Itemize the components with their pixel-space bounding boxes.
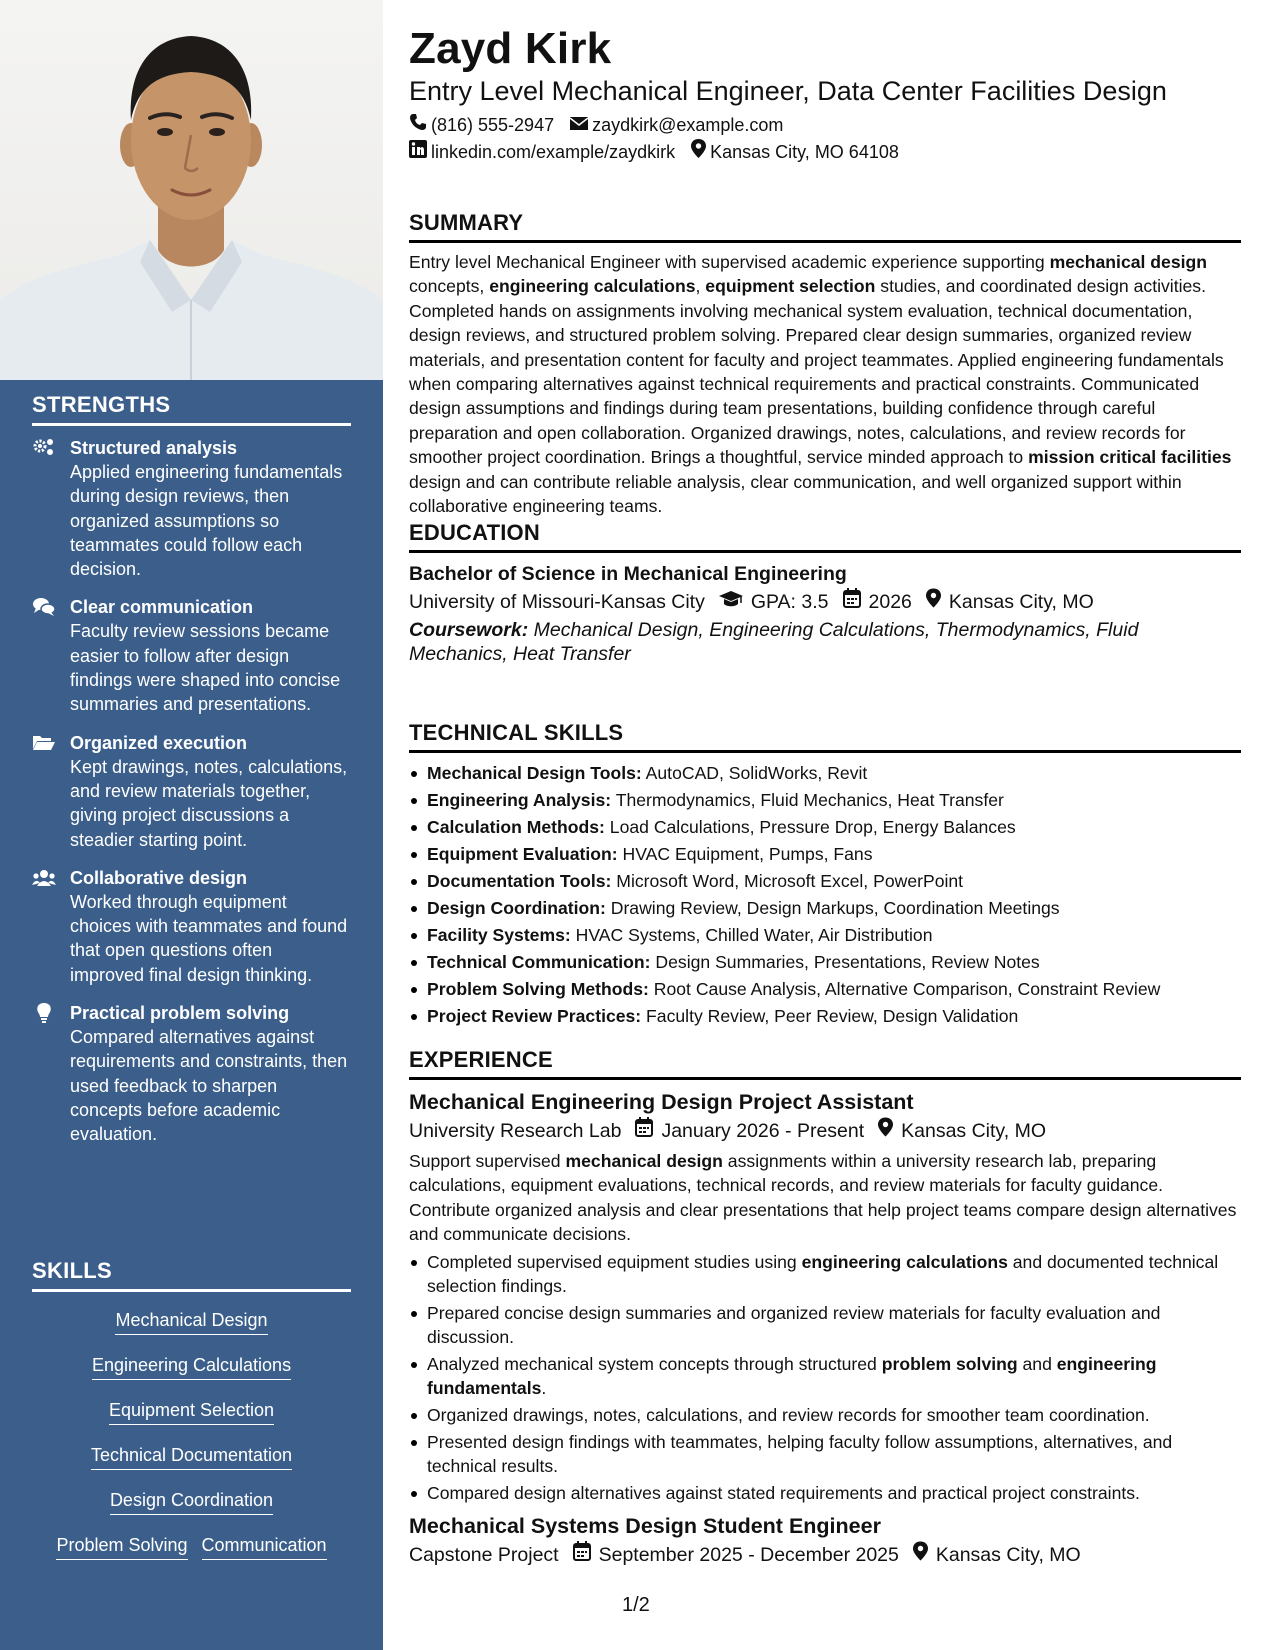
email-contact[interactable] <box>570 113 783 137</box>
map-marker-icon <box>913 1541 936 1569</box>
text-run: concepts, <box>409 276 490 297</box>
phone-contact[interactable] <box>409 113 554 137</box>
technical-skills-title: TECHNICAL SKILLS <box>409 720 1241 753</box>
job-title: Mechanical Systems Design Student Engineer <box>409 1513 881 1538</box>
skill-values: Drawing Review, Design Markups, Coordination Meetings <box>605 898 1060 918</box>
skill-category: Design Coordination: <box>427 898 606 918</box>
skill-category: Engineering Analysis: <box>427 790 612 810</box>
education-meta <box>409 588 1241 616</box>
email-text: zaydkirk@example.com <box>592 115 784 135</box>
strength-description: Applied engineering fundamentals during design reviews, then organized assumptions so teammates could follow each decision. <box>70 462 343 580</box>
coursework <box>409 618 1241 666</box>
education-title: EDUCATION <box>409 520 1241 553</box>
gpa-text: GPA: 3.5 <box>750 591 829 613</box>
text-run: and documented technical selection findings. <box>427 1251 1219 1296</box>
skill-tag: Problem Solving <box>56 1533 187 1560</box>
strength-description: Kept drawings, notes, calculations, and review materials together, giving project discussions a steadier starting point. <box>70 756 348 850</box>
text-run: design and can contribute reliable analysis, clear communication, and well organized support within collaborative engineering teams. <box>409 471 1182 517</box>
linkedin-contact[interactable] <box>409 140 675 164</box>
job-meta <box>409 1117 1241 1145</box>
strength-title: Clear communication <box>70 597 254 618</box>
job-bullet <box>409 1481 1241 1505</box>
calendar-icon <box>843 588 869 616</box>
job-bullet <box>409 1403 1241 1427</box>
job-location <box>878 1117 1046 1145</box>
folder-open-icon <box>32 732 56 754</box>
profile-photo <box>0 0 383 380</box>
strength-title: Collaborative design <box>70 867 248 888</box>
degree-name: Bachelor of Science in Mechanical Engineering <box>409 563 847 585</box>
strength-description: Faculty review sessions became easier to follow after design findings were shaped into concise summaries and presentations. <box>70 621 341 715</box>
year-text: 2026 <box>868 591 912 613</box>
job-bullet <box>409 1430 1241 1478</box>
job-organization: University Research Lab <box>409 1120 622 1142</box>
skill-values: AutoCAD, SolidWorks, Revit <box>641 763 868 783</box>
text-run: , <box>695 276 706 297</box>
technical-skill-item <box>409 787 1241 814</box>
skill-tag: Technical Documentation <box>91 1443 292 1470</box>
text-run: Support supervised <box>409 1151 566 1171</box>
text-run: and <box>1017 1353 1057 1374</box>
envelope-icon <box>570 113 592 137</box>
text-run: Completed supervised equipment studies using <box>427 1251 802 1272</box>
skill-category: Documentation Tools: <box>427 871 612 891</box>
technical-skills-section <box>409 720 1241 1030</box>
job-bullets <box>409 1250 1241 1505</box>
job-bullet <box>409 1250 1241 1298</box>
users-icon <box>32 867 56 889</box>
bold-keyword: mechanical design <box>1049 252 1207 272</box>
strength-item <box>32 731 351 852</box>
technical-skill-item <box>409 922 1241 949</box>
bold-keyword: equipment selection <box>705 276 876 297</box>
bold-keyword: problem solving <box>881 1353 1018 1374</box>
skill-category: Technical Communication: <box>427 952 651 972</box>
text-run: Presented design findings with teammates, helping faculty follow assumptions, alternatives, and technical results. <box>427 1431 1173 1476</box>
coursework-label: Coursework: <box>409 619 529 641</box>
skill-tag: Engineering Calculations <box>92 1353 291 1380</box>
experience-title: EXPERIENCE <box>409 1047 1241 1080</box>
technical-skill-item <box>409 841 1241 868</box>
skill-category: Calculation Methods: <box>427 817 605 837</box>
skills-title: SKILLS <box>32 1258 351 1292</box>
map-marker-icon <box>878 1117 901 1145</box>
skill-values: Root Cause Analysis, Alternative Comparison, Constraint Review <box>648 979 1161 999</box>
phone-icon <box>409 113 431 137</box>
map-marker-icon <box>691 139 710 164</box>
strength-description: Worked through equipment choices with teammates and found that open questions often improved final design thinking. <box>70 891 348 985</box>
linkedin-icon <box>409 140 431 164</box>
location-contact <box>691 139 899 164</box>
graduation-cap-icon <box>719 588 751 616</box>
technical-skill-item <box>409 814 1241 841</box>
dates-text: September 2025 - December 2025 <box>598 1543 899 1566</box>
page-number: 1/2 <box>622 1594 650 1616</box>
skill-category: Problem Solving Methods: <box>427 979 649 999</box>
job-entry <box>409 1087 1241 1505</box>
contact-row <box>409 113 799 137</box>
job-organization: Capstone Project <box>409 1543 559 1566</box>
job-bullet <box>409 1301 1241 1349</box>
text-run: studies, and coordinated design activities. Completed hands on assignments involving mechanical system evaluation, technical documentation, design reviews, and structured problem solving. Prepared clear design summaries, organized review materials, and presentation content for faculty and project teammates. Applied engineering fundamentals when comparing alternatives against technical requirements and practical constraints. Communicated design assumptions and findings during team presentations, building confidence through careful preparation and open collaboration. Organized drawings, notes, calculations, and review records for smoother project coordination. Brings a thoughtful, service minded approach to <box>409 276 1224 468</box>
text-run: assignments within a university research lab, preparing calculations, equipment evaluations, technical records, and review materials for faculty guidance. Contribute organized analysis and clear presentations that help project teams compare design alternatives and communicate decisions. <box>409 1151 1237 1245</box>
gpa <box>719 588 829 616</box>
skill-tag: Design Coordination <box>110 1488 273 1515</box>
text-run: Entry level Mechanical Engineer with supervised academic experience supporting <box>409 252 1050 272</box>
calendar-icon <box>573 1541 599 1569</box>
bold-keyword: engineering calculations <box>801 1251 1008 1272</box>
dates-text: January 2026 - Present <box>661 1120 865 1142</box>
education-section <box>409 520 1241 666</box>
technical-skill-item <box>409 760 1241 787</box>
skill-values: Microsoft Word, Microsoft Excel, PowerPoint <box>611 871 964 891</box>
job-meta <box>409 1541 1241 1569</box>
skill-values: Design Summaries, Presentations, Review Notes <box>650 952 1040 972</box>
lightbulb-icon <box>32 1002 56 1024</box>
strength-item <box>32 866 351 987</box>
technical-skill-item <box>409 949 1241 976</box>
skill-tag: Communication <box>202 1533 327 1560</box>
map-marker-icon <box>926 588 949 616</box>
skill-values: HVAC Equipment, Pumps, Fans <box>617 844 873 864</box>
job-description <box>409 1149 1241 1247</box>
technical-skills-list <box>409 760 1241 1030</box>
skill-category: Mechanical Design Tools: <box>427 763 642 783</box>
technical-skill-item <box>409 868 1241 895</box>
technical-skill-item <box>409 976 1241 1003</box>
location-text: Kansas City, MO 64108 <box>710 141 899 162</box>
job-dates <box>635 1117 864 1145</box>
comments-icon <box>32 596 56 618</box>
skill-category: Equipment Evaluation: <box>427 844 618 864</box>
strengths-title: STRENGTHS <box>32 392 351 426</box>
skill-values: Thermodynamics, Fluid Mechanics, Heat Transfer <box>611 790 1004 810</box>
skill-category: Project Review Practices: <box>427 1006 642 1026</box>
bold-keyword: mechanical design <box>565 1151 723 1171</box>
strength-description: Compared alternatives against requirements and constraints, then used feedback to sharpen concepts before academic evaluation. <box>70 1027 348 1145</box>
job-dates <box>573 1541 899 1569</box>
strength-item <box>32 595 351 716</box>
bold-keyword: mission critical facilities <box>1028 447 1232 468</box>
bold-keyword: engineering fundamentals <box>427 1353 1157 1398</box>
skill-values: Faculty Review, Peer Review, Design Validation <box>641 1006 1019 1026</box>
location-text: Kansas City, MO <box>948 591 1094 613</box>
text-run: Compared design alternatives against stated requirements and practical project constraints. <box>427 1482 1140 1503</box>
location-text: Kansas City, MO <box>935 1543 1081 1566</box>
strength-title: Organized execution <box>70 732 248 753</box>
job-bullet <box>409 1352 1241 1400</box>
school-location <box>926 588 1094 616</box>
summary-section <box>409 210 1241 518</box>
strength-item <box>32 1001 351 1146</box>
summary-text <box>409 250 1241 518</box>
graduation-year <box>843 588 912 616</box>
strength-title: Structured analysis <box>70 438 238 458</box>
contact-row <box>409 139 915 164</box>
sidebar <box>0 0 383 1650</box>
school-name: University of Missouri-Kansas City <box>409 591 705 613</box>
text-run: . <box>541 1377 547 1398</box>
skill-tag: Equipment Selection <box>109 1398 274 1425</box>
skill-values: HVAC Systems, Chilled Water, Air Distribution <box>570 925 933 945</box>
strength-item <box>32 436 351 581</box>
text-run: Prepared concise design summaries and organized review materials for faculty evaluation and discussion. <box>427 1302 1161 1347</box>
headline: Entry Level Mechanical Engineer, Data Center Facilities Design <box>409 76 1167 106</box>
job-title: Mechanical Engineering Design Project Assistant <box>409 1090 914 1114</box>
job-location <box>913 1541 1081 1569</box>
coursework-list: Mechanical Design, Engineering Calculations, Thermodynamics, Fluid Mechanics, Heat Transfer <box>409 619 1139 665</box>
calendar-icon <box>635 1117 661 1145</box>
technical-skill-item <box>409 1003 1241 1030</box>
strengths-section <box>32 392 351 1161</box>
skills-section <box>32 1258 351 1578</box>
location-text: Kansas City, MO <box>901 1120 1046 1142</box>
candidate-name: Zayd Kirk <box>409 24 612 73</box>
text-run: Organized drawings, notes, calculations, and review records for smoother team coordination. <box>427 1404 1150 1425</box>
skill-category: Facility Systems: <box>427 925 571 945</box>
strength-title: Practical problem solving <box>70 1003 290 1024</box>
gears-icon <box>32 437 56 459</box>
text-run: Analyzed mechanical system concepts through structured <box>427 1353 882 1374</box>
experience-section <box>409 1047 1241 1569</box>
summary-title: SUMMARY <box>409 210 1241 243</box>
skill-values: Load Calculations, Pressure Drop, Energy Balances <box>604 817 1016 837</box>
technical-skill-item <box>409 895 1241 922</box>
linkedin-text: linkedin.com/example/zaydkirk <box>431 141 676 162</box>
phone-text: (816) 555-2947 <box>431 115 555 135</box>
job-entry <box>409 1511 1241 1569</box>
skill-tag: Mechanical Design <box>115 1308 267 1335</box>
bold-keyword: engineering calculations <box>489 276 696 297</box>
